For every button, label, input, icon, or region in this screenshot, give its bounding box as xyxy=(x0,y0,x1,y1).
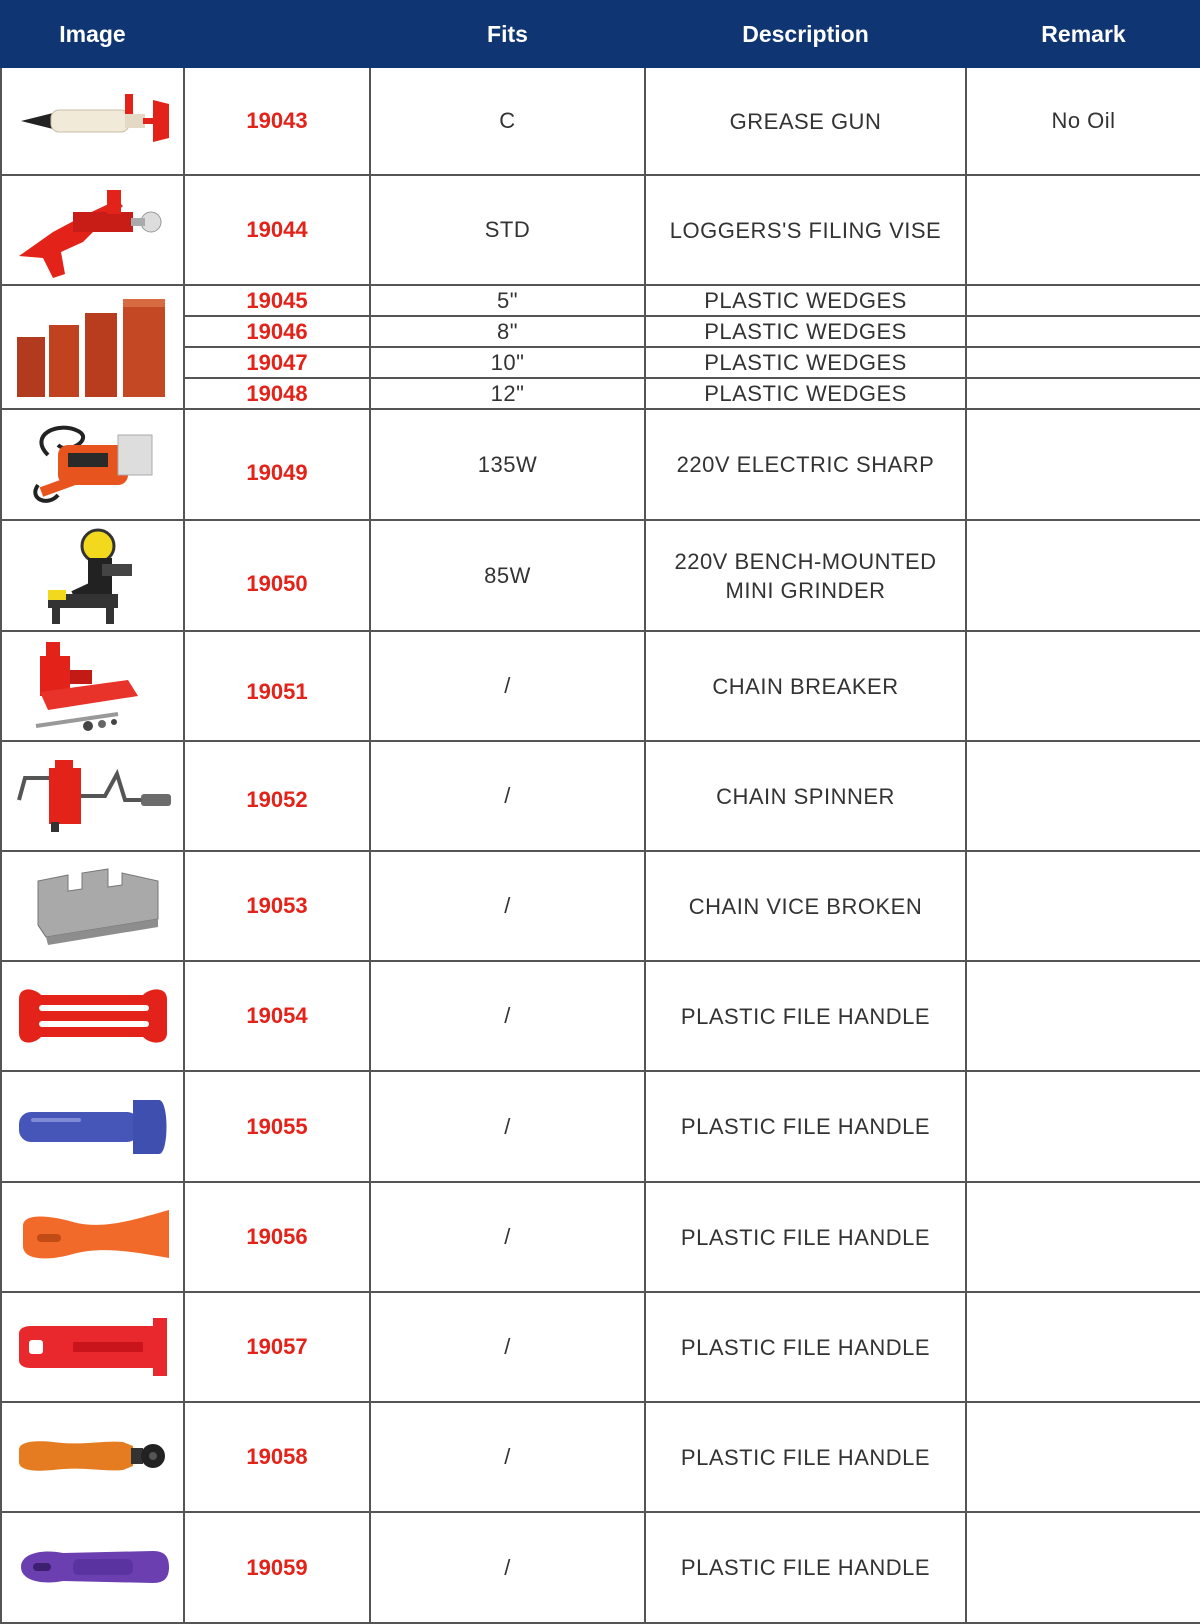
header-description: Description xyxy=(645,1,966,67)
product-image xyxy=(1,1402,184,1512)
product-fits: STD xyxy=(370,175,645,285)
product-fits: / xyxy=(370,1292,645,1402)
product-code: 19057 xyxy=(184,1292,370,1402)
product-fits: 12" xyxy=(370,378,645,409)
file-handle-wood-icon xyxy=(13,1422,173,1492)
product-image xyxy=(1,520,184,631)
product-description: CHAIN SPINNER xyxy=(645,741,966,851)
product-description: PLASTIC WEDGES xyxy=(645,285,966,316)
header-remark: Remark xyxy=(966,1,1200,67)
bench-grinder-icon xyxy=(18,524,168,628)
product-code: 19052 xyxy=(184,741,370,851)
grease-gun-icon xyxy=(13,86,173,156)
product-image xyxy=(1,409,184,520)
product-fits: / xyxy=(370,851,645,961)
plastic-wedges-icon xyxy=(13,295,173,399)
table-row xyxy=(1,1402,1200,1512)
product-image xyxy=(1,741,184,851)
product-fits: 5" xyxy=(370,285,645,316)
product-remark xyxy=(966,1512,1200,1623)
table-row xyxy=(1,409,1200,520)
product-fits: / xyxy=(370,1071,645,1182)
product-fits: 8" xyxy=(370,316,645,347)
electric-sharpener-icon xyxy=(18,415,168,515)
product-description: PLASTIC FILE HANDLE xyxy=(645,1182,966,1292)
product-description: GREASE GUN xyxy=(645,67,966,175)
product-remark: No Oil xyxy=(966,67,1200,175)
product-description: PLASTIC WEDGES xyxy=(645,378,966,409)
product-fits: / xyxy=(370,1512,645,1623)
product-code: 19051 xyxy=(184,631,370,741)
product-description: PLASTIC FILE HANDLE xyxy=(645,1402,966,1512)
product-fits: 10" xyxy=(370,347,645,378)
product-image xyxy=(1,285,184,409)
product-remark xyxy=(966,520,1200,631)
product-remark xyxy=(966,1402,1200,1512)
product-remark xyxy=(966,851,1200,961)
product-image xyxy=(1,1292,184,1402)
table-row xyxy=(1,1292,1200,1402)
file-handle-purple-icon xyxy=(13,1533,173,1603)
table-row xyxy=(1,67,1200,175)
product-fits: / xyxy=(370,631,645,741)
product-remark xyxy=(966,316,1200,347)
product-description: PLASTIC WEDGES xyxy=(645,316,966,347)
product-description: PLASTIC FILE HANDLE xyxy=(645,961,966,1071)
product-description xyxy=(645,520,966,631)
product-description-line: MINI GRINDER xyxy=(725,577,886,603)
product-code: 19050 xyxy=(184,520,370,631)
table-row xyxy=(1,851,1200,961)
product-remark xyxy=(966,631,1200,741)
product-image xyxy=(1,1512,184,1623)
file-handle-red-icon xyxy=(13,981,173,1051)
file-handle-orange-icon xyxy=(13,1202,173,1272)
table-row xyxy=(1,961,1200,1071)
product-remark xyxy=(966,347,1200,378)
chain-spinner-icon xyxy=(13,756,173,836)
product-description: LOGGERS'S FILING VISE xyxy=(645,175,966,285)
product-description: CHAIN VICE BROKEN xyxy=(645,851,966,961)
product-description: PLASTIC FILE HANDLE xyxy=(645,1512,966,1623)
table-row xyxy=(1,175,1200,285)
product-remark xyxy=(966,1182,1200,1292)
product-code: 19055 xyxy=(184,1071,370,1182)
product-image xyxy=(1,851,184,961)
header-fits: Fits xyxy=(370,1,645,67)
file-handle-blue-icon xyxy=(13,1092,173,1162)
product-code: 19053 xyxy=(184,851,370,961)
product-fits: C xyxy=(370,67,645,175)
product-code: 19044 xyxy=(184,175,370,285)
table-row xyxy=(1,1512,1200,1623)
table-row xyxy=(1,631,1200,741)
product-code: 19047 xyxy=(184,347,370,378)
product-description: PLASTIC FILE HANDLE xyxy=(645,1292,966,1402)
product-fits: / xyxy=(370,741,645,851)
product-code: 19043 xyxy=(184,67,370,175)
product-fits: 85W xyxy=(370,520,645,631)
product-description: PLASTIC WEDGES xyxy=(645,347,966,378)
chain-vice-icon xyxy=(18,861,168,951)
product-code: 19059 xyxy=(184,1512,370,1623)
filing-vise-icon xyxy=(13,182,173,278)
product-remark xyxy=(966,1292,1200,1402)
product-remark xyxy=(966,378,1200,409)
product-remark xyxy=(966,961,1200,1071)
product-remark xyxy=(966,1071,1200,1182)
product-code: 19048 xyxy=(184,378,370,409)
product-fits: / xyxy=(370,1182,645,1292)
product-image xyxy=(1,631,184,741)
product-fits: / xyxy=(370,1402,645,1512)
product-image xyxy=(1,67,184,175)
header-code xyxy=(184,1,370,67)
product-image xyxy=(1,1071,184,1182)
product-remark xyxy=(966,285,1200,316)
header-image: Image xyxy=(1,1,184,67)
product-code: 19049 xyxy=(184,409,370,520)
product-code: 19045 xyxy=(184,285,370,316)
product-image xyxy=(1,1182,184,1292)
table-row xyxy=(1,520,1200,631)
chain-breaker-icon xyxy=(18,636,168,736)
product-image xyxy=(1,961,184,1071)
table-row xyxy=(1,1182,1200,1292)
product-code: 19058 xyxy=(184,1402,370,1512)
table-header-row xyxy=(1,1,1200,67)
product-code: 19046 xyxy=(184,316,370,347)
product-description: 220V ELECTRIC SHARP xyxy=(645,409,966,520)
product-description: CHAIN BREAKER xyxy=(645,631,966,741)
product-remark xyxy=(966,409,1200,520)
product-remark xyxy=(966,741,1200,851)
table-row xyxy=(1,1071,1200,1182)
product-remark xyxy=(966,175,1200,285)
product-fits: 135W xyxy=(370,409,645,520)
table-row xyxy=(1,741,1200,851)
file-handle-red2-icon xyxy=(13,1312,173,1382)
product-code: 19056 xyxy=(184,1182,370,1292)
product-fits: / xyxy=(370,961,645,1071)
table-row xyxy=(1,285,1200,316)
product-description-line: 220V BENCH-MOUNTED xyxy=(674,548,937,574)
product-description: PLASTIC FILE HANDLE xyxy=(645,1071,966,1182)
product-code: 19054 xyxy=(184,961,370,1071)
product-image xyxy=(1,175,184,285)
